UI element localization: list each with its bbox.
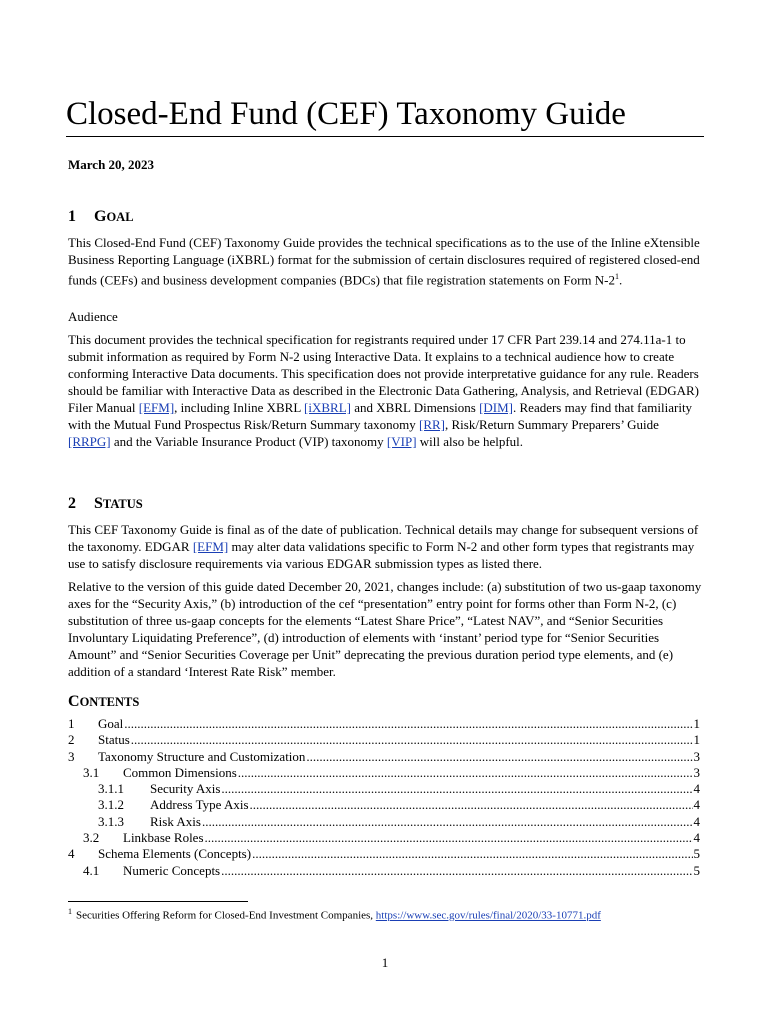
toc-entry-page: 3 (693, 764, 700, 780)
toc-entry[interactable] (68, 765, 700, 781)
rr-link[interactable]: [RR] (419, 417, 445, 432)
toc-entry-title: Schema Elements (Concepts) (98, 846, 252, 862)
toc-leader-dots (221, 863, 692, 879)
toc-entry-page: 3 (693, 748, 700, 764)
toc-entry-number: 4 (68, 846, 75, 862)
toc-entry-number: 3.1 (83, 764, 100, 780)
footnote-ref[interactable]: 1 (615, 272, 619, 281)
efm-link[interactable]: [EFM] (138, 400, 175, 415)
toc-entry-number: 3.2 (83, 830, 100, 846)
toc-entry-page: 5 (693, 862, 700, 878)
toc-entry-page: 1 (693, 732, 700, 748)
contents-heading: CONTENTS (68, 693, 140, 710)
section-heading-goal: 1 GOAL (68, 208, 134, 225)
toc-leader-dots (250, 797, 693, 813)
status-paragraph-1: This CEF Taxonomy Guide is final as of the date of publication. Technical details may change for subsequent versions of the taxonomy. EDGAR [EFM] may alter data validations specific to Form N-2 and other form types that registrants may use to satisfy disclosure requirements via various EDGAR submission types as listed there. (68, 522, 699, 571)
footnote-link[interactable]: https://www.sec.gov/rules/final/2020/33-10771.pdf (375, 909, 601, 922)
toc-leader-dots (205, 830, 693, 846)
toc-entry-title: Taxonomy Structure and Customization (98, 748, 306, 764)
toc-entry-page: 4 (693, 813, 700, 829)
document-date: March 20, 2023 (68, 157, 155, 172)
rrpg-link[interactable]: [RRPG] (68, 434, 111, 449)
toc-entry-number: 2 (68, 732, 75, 748)
toc-entry[interactable] (68, 830, 700, 846)
toc-entry-title: Common Dimensions (123, 764, 237, 780)
toc-entry-page: 4 (693, 797, 700, 813)
toc-leader-dots (238, 765, 693, 781)
section-number: 1 (68, 208, 76, 225)
toc-leader-dots (252, 846, 692, 862)
toc-entry[interactable] (68, 846, 700, 862)
efm-link[interactable]: [EFM] (192, 539, 229, 554)
toc-entry-number: 1 (68, 716, 75, 731)
toc-entry[interactable] (68, 863, 700, 879)
toc-entry-page: 5 (693, 846, 700, 862)
toc-entry-title: Linkbase Roles (123, 830, 204, 846)
toc-leader-dots (131, 732, 693, 748)
toc-entry[interactable] (68, 732, 700, 748)
footnote-separator (68, 901, 248, 902)
toc-entry-number: 3 (68, 748, 75, 764)
toc-entry-title: Risk Axis (150, 813, 201, 829)
toc-entry[interactable] (68, 749, 700, 765)
ixbrl-link[interactable]: [iXBRL] (304, 400, 351, 415)
toc-entry[interactable] (68, 716, 700, 732)
toc-leader-dots (221, 781, 692, 797)
toc-entry-page: 1 (693, 716, 700, 731)
toc-entry[interactable] (68, 781, 700, 797)
toc-entry-title: Security Axis (150, 781, 221, 797)
page-number: 1 (381, 955, 389, 970)
toc-entry-number: 3.1.3 (98, 813, 124, 829)
section-heading-status: 2 STATUS (68, 495, 143, 512)
toc-leader-dots (202, 814, 693, 830)
toc-entry-number: 4.1 (83, 862, 100, 878)
toc-entry-page: 4 (693, 781, 700, 797)
dim-link[interactable]: [DIM] (479, 400, 513, 415)
toc-entry-number: 3.1.2 (98, 797, 124, 813)
toc-entry-title: Goal (98, 716, 124, 731)
toc-entry-number: 3.1.1 (98, 781, 124, 797)
toc-entry-title: Numeric Concepts (123, 862, 221, 878)
toc-entry-page: 4 (693, 830, 700, 846)
status-paragraph-2: Relative to the version of this guide dated December 20, 2021, changes include: (a) substitution of two us-gaap taxonomy axes for the “Security Axis,” (b) introduction of the cef “presentation” entry point for forms other than Form N-2, (c) substitution of three us-gaap concepts for the elements “Latest Share Price”, “Latest NAV”, and “Senior Securities Involuntary Liquidating Preference”, (d) introduction of elements with ‘instant’ period type for “Senior Securities Amount” and “Senior Securities Coverage per Unit” deprecating the previous duration period type elements, and (e) addition of a standard ‘Interest Rate Risk” member. (68, 579, 702, 679)
toc-entry[interactable] (68, 797, 700, 813)
toc-entry-title: Status (98, 732, 130, 748)
table-of-contents (68, 716, 700, 879)
document-title: Closed-End Fund (CEF) Taxonomy Guide (66, 96, 626, 132)
section-number: 2 (68, 495, 76, 512)
title-underline (66, 136, 704, 137)
toc-entry-title: Address Type Axis (150, 797, 249, 813)
goal-paragraph: This Closed-End Fund (CEF) Taxonomy Guide provides the technical specifications as to the use of the Inline eXtensible Business Reporting Language (iXBRL) format for the submission of certain disclosures required of registered closed-end funds (CEFs) and business development companies (BDCs) that file registration statements on Form $N-2^1$. (68, 235, 700, 288)
vip-link[interactable]: [VIP] (386, 434, 417, 449)
toc-entry[interactable] (68, 814, 700, 830)
footnote-mark: 1 (68, 907, 72, 916)
footnote: $^1$ Securities Offering Reform for Closed-End Investment Companies, https://www.sec.gov/rules/final/2020/33-10771.pdf (68, 907, 601, 922)
audience-label: Audience (68, 309, 118, 324)
toc-leader-dots (306, 749, 692, 765)
toc-leader-dots (124, 716, 692, 732)
audience-paragraph: This document provides the technical specification for registrants required under 17 CFR Part 239.14 and 274.11a-1 to submit information as required by Form N-2 using Interactive Data. It explains to a technical audience how to create conforming Interactive Data documents. This specification does not provide interpretative guidance for any rule. Readers should be familiar with Interactive Data as described in the Electronic Data Gathering, Analysis, and Retrieval (EDGAR) Filer Manual [EFM], including Inline XBRL [iXBRL] and XBRL Dimensions [DIM]. Readers may find that familiarity with the Mutual Fund Prospectus Risk/Return Summary taxonomy [RR], Risk/Return Summary Preparers’ Guide [RRPG] and the Variable Insurance Product (VIP) taxonomy [VIP] will also be helpful. (68, 332, 700, 449)
